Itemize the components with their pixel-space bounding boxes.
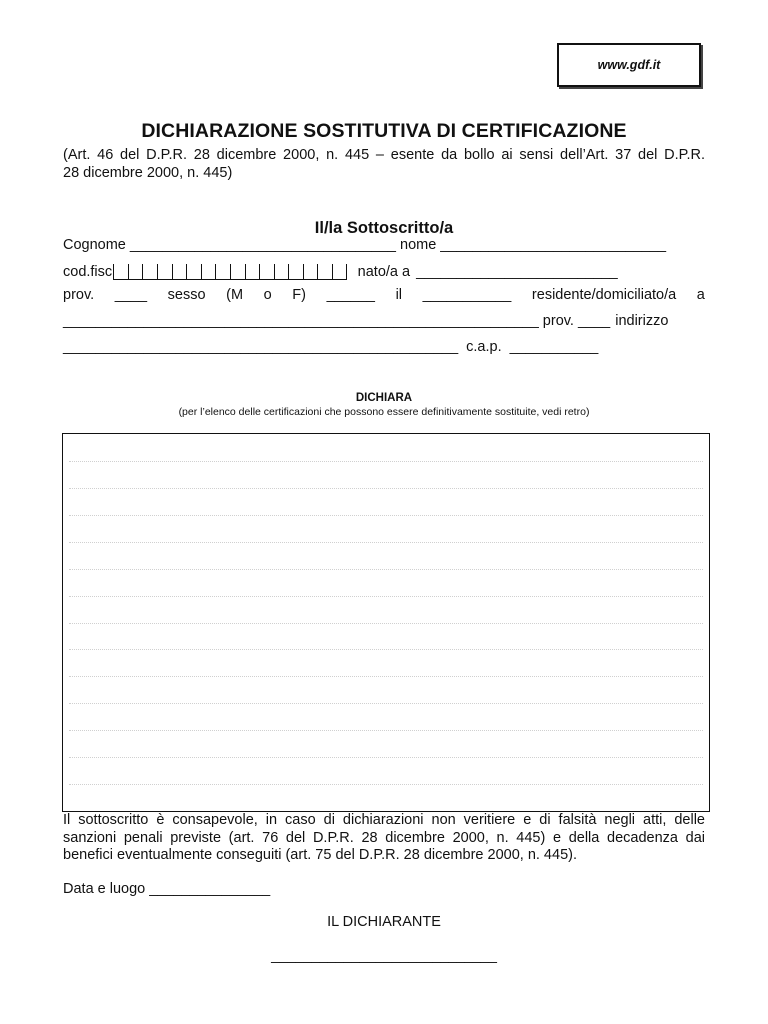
- awareness-line-3: benefici eventualmente conseguiti (art. 75 del D.P.R. 28 dicembre 2000, n. 445).: [63, 847, 577, 863]
- residence-prov-label: prov.: [542, 313, 574, 329]
- dichiarante-label: IL DICHIARANTE: [327, 914, 441, 930]
- website-text: www.gdf.it: [597, 58, 661, 72]
- indirizzo-label: indirizzo: [615, 313, 669, 329]
- writing-guide-line: [69, 757, 703, 758]
- il-label: il: [395, 287, 403, 303]
- residence-prov-field[interactable]: ____: [577, 313, 611, 329]
- declaration-heading: DICHIARA: [355, 392, 413, 404]
- data-luogo-field[interactable]: _______________: [149, 881, 271, 897]
- writing-guide-line: [69, 623, 703, 624]
- codfisc-field[interactable]: [113, 262, 347, 280]
- nato-label: nato/a a: [357, 264, 411, 280]
- codfisc-cell[interactable]: [113, 264, 128, 280]
- writing-guide-line: [69, 461, 703, 462]
- codfisc-cell[interactable]: [142, 264, 157, 280]
- sesso-option-f: F): [292, 287, 306, 303]
- writing-guide-line: [69, 730, 703, 731]
- document-title: DICHIARAZIONE SOSTITUTIVA DI CERTIFICAZIONE: [141, 120, 627, 142]
- codfisc-cell[interactable]: [303, 264, 318, 280]
- date-place-row: [63, 881, 705, 897]
- residence-field[interactable]: ___________________________________________________________: [63, 313, 539, 329]
- codfisc-cell[interactable]: [317, 264, 332, 280]
- residence-row: [63, 313, 705, 329]
- signature-field[interactable]: ____________________________: [271, 948, 497, 964]
- residente-label: residente/domiciliato/a: [531, 287, 677, 303]
- subtitle-line-2: 28 dicembre 2000, n. 445): [63, 165, 233, 181]
- address-field[interactable]: _________________________________________________: [63, 339, 459, 355]
- writing-guide-line: [69, 596, 703, 597]
- name-row: [63, 237, 705, 253]
- cognome-label: Cognome: [63, 237, 126, 253]
- codfisc-cell[interactable]: [288, 264, 303, 280]
- signatory-heading: Il/la Sottoscritto/a: [314, 219, 454, 237]
- writing-guide-line: [69, 784, 703, 785]
- subtitle-line-1: (Art. 46 del D.P.R. 28 dicembre 2000, n. 445 – esente da bollo ai sensi dell’Art. 37 del D.P.R.: [63, 147, 705, 163]
- prov-label: prov.: [63, 287, 95, 303]
- writing-guide-line: [69, 488, 703, 489]
- fiscal-code-row: [63, 262, 705, 280]
- awareness-paragraph: [63, 812, 705, 865]
- codfisc-cell[interactable]: [259, 264, 274, 280]
- birth-details-row: [63, 287, 705, 303]
- declaration-note: (per l’elenco delle certificazioni che possono essere definitivamente sostituite, vedi retro): [178, 406, 590, 418]
- awareness-line-1: Il sottoscritto è consapevole, in caso di dichiarazioni non veritiere e di falsità negli atti, delle: [63, 812, 705, 828]
- address-row: [63, 339, 705, 355]
- birth-date-field[interactable]: ___________: [422, 287, 512, 303]
- codfisc-cell[interactable]: [245, 264, 260, 280]
- nome-label: nome: [400, 237, 437, 253]
- codfisc-cell[interactable]: [172, 264, 187, 280]
- codfisc-cell[interactable]: [274, 264, 289, 280]
- document-subtitle: [63, 146, 705, 182]
- awareness-line-2: sanzioni penali previste (art. 76 del D.P.R. 28 dicembre 2000, n. 445) e della decadenza dai: [63, 829, 705, 846]
- codfisc-cell[interactable]: [201, 264, 216, 280]
- writing-guide-line: [69, 703, 703, 704]
- sesso-label: sesso: [167, 287, 206, 303]
- residente-a-label: a: [696, 287, 705, 303]
- codfisc-cell[interactable]: [128, 264, 143, 280]
- codfisc-cell[interactable]: [215, 264, 230, 280]
- nato-field[interactable]: _________________________: [416, 264, 618, 280]
- sesso-field[interactable]: ______: [326, 287, 375, 303]
- codfisc-label: cod.fisc: [63, 264, 113, 280]
- declaration-text-area[interactable]: [62, 433, 710, 812]
- cognome-field[interactable]: _________________________________: [129, 237, 396, 253]
- cap-field[interactable]: ___________: [509, 339, 599, 355]
- codfisc-cell[interactable]: [186, 264, 201, 280]
- prov-field[interactable]: ____: [114, 287, 148, 303]
- writing-guide-line: [69, 542, 703, 543]
- writing-guide-line: [69, 569, 703, 570]
- website-box: [557, 43, 701, 87]
- codfisc-cell[interactable]: [157, 264, 172, 280]
- nome-field[interactable]: ____________________________: [440, 237, 667, 253]
- writing-guide-line: [69, 649, 703, 650]
- sesso-option-separator: o: [263, 287, 272, 303]
- codfisc-cell[interactable]: [230, 264, 245, 280]
- sesso-option-m: (M: [226, 287, 244, 303]
- data-luogo-label: Data e luogo: [63, 881, 146, 897]
- codfisc-cell[interactable]: [332, 264, 347, 280]
- writing-guide-line: [69, 676, 703, 677]
- cap-label: c.a.p.: [466, 339, 502, 355]
- writing-guide-line: [69, 515, 703, 516]
